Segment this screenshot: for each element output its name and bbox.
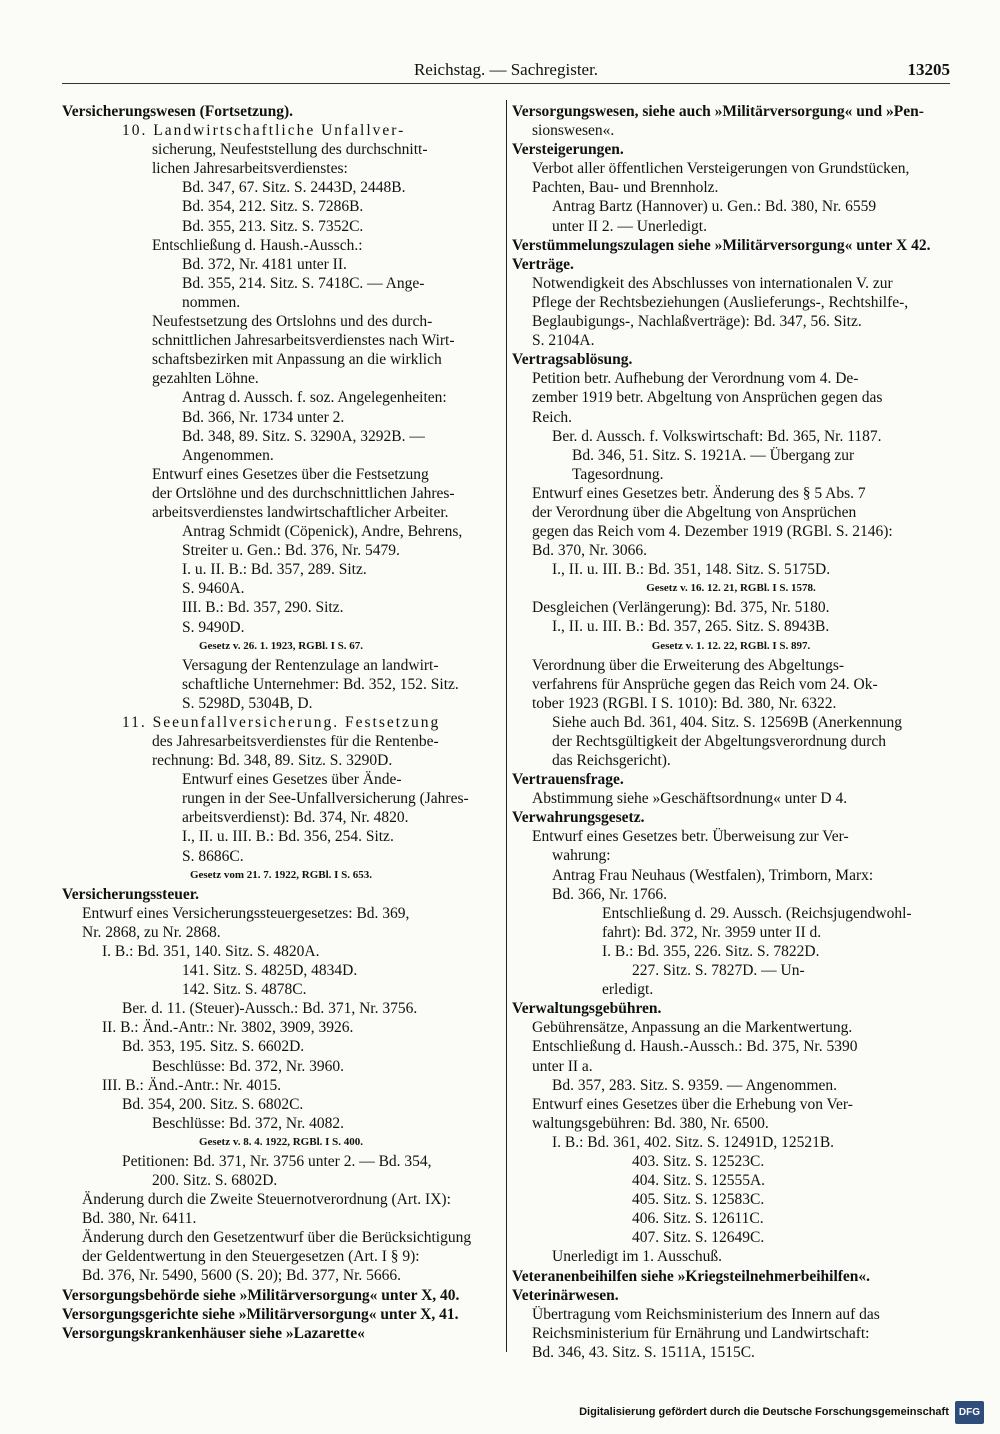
index-heading: Versorgungskrankenhäuser siehe »Lazarette« <box>62 1324 365 1342</box>
index-line: arbeitsverdienstes landwirtschaftlicher Arbeiter. <box>152 503 449 521</box>
index-line: Antrag d. Aussch. f. soz. Angelegenheiten: <box>182 389 447 407</box>
index-line: schaftliche Unternehmer: Bd. 352, 152. Sitz. <box>182 675 459 693</box>
index-line: Nr. 2868, zu Nr. 2868. <box>82 923 221 941</box>
index-line: Bd. 370, Nr. 3066. <box>532 542 647 560</box>
index-line: Bd. 380, Nr. 6411. <box>82 1210 197 1228</box>
index-line: Tagesordnung. <box>572 465 664 483</box>
index-line: I. B.: Bd. 351, 140. Sitz. S. 4820A. <box>102 942 320 960</box>
index-heading: Verstümmelungszulagen siehe »Militärversorgung« unter X 42. <box>512 236 931 254</box>
index-line: 200. Sitz. S. 6802D. <box>152 1171 278 1189</box>
index-line: Beschlüsse: Bd. 372, Nr. 4082. <box>152 1114 345 1132</box>
index-line: Verbot aller öffentlichen Versteigerungen von Grundstücken, <box>532 160 910 178</box>
index-line: I., II. u. III. B.: Bd. 356, 254. Sitz. <box>182 828 394 846</box>
index-heading: Versicherungswesen (Fortsetzung). <box>62 103 294 120</box>
index-line: Neufestsetzung des Ortslohns und des durch- <box>152 313 433 331</box>
index-line: S. 9460A. <box>182 580 245 598</box>
index-line: Beschlüsse: Bd. 372, Nr. 3960. <box>152 1057 345 1075</box>
index-line: Ber. d. 11. (Steuer)-Aussch.: Bd. 371, Nr. 3756. <box>122 1000 418 1018</box>
index-heading: Verwahrungsgesetz. <box>512 809 645 827</box>
index-line: Beglaubigungs-, Nachlaßverträge): Bd. 347, 56. Sitz. <box>532 313 862 331</box>
index-line: Desgleichen (Verlängerung): Bd. 375, Nr. 5180. <box>532 599 830 617</box>
index-line: 227. Sitz. S. 7827D. — Un- <box>632 962 805 980</box>
index-line: Ber. d. Aussch. f. Volkswirtschaft: Bd. 365, Nr. 1187. <box>552 427 882 445</box>
index-line: 142. Sitz. S. 4878C. <box>182 981 307 999</box>
index-heading: Vertragsablösung. <box>512 351 633 369</box>
index-line: Pachten, Bau- und Brennholz. <box>532 179 719 197</box>
credit-text: Digitalisierung gefördert durch die Deutsche Forschungsgemeinschaft <box>579 1405 949 1418</box>
index-line: unter II 2. — Unerledigt. <box>552 217 707 235</box>
page-number: 13205 <box>907 60 950 79</box>
index-line: Abstimmung siehe »Geschäftsordnung« unter D 4. <box>532 790 848 808</box>
index-line: III. B.: Bd. 357, 290. Sitz. <box>182 599 344 617</box>
index-heading: Versorgungsbehörde siehe »Militärversorgung« unter X, 40. <box>62 1286 460 1304</box>
index-line: der Verordnung über die Abgeltung von Ansprüchen <box>532 503 857 521</box>
index-line: 403. Sitz. S. 12523C. <box>632 1152 765 1170</box>
index-line: I. u. II. B.: Bd. 357, 289. Sitz. <box>182 561 367 579</box>
index-line: Notwendigkeit des Abschlusses von internationalen V. zur <box>532 274 893 292</box>
index-heading: Veterinärwesen. <box>512 1286 619 1304</box>
index-line: zember 1919 betr. Abgeltung von Ansprüchen gegen das <box>532 389 883 407</box>
index-line: der Ortslöhne und des durchschnittlichen Jahres- <box>152 484 455 502</box>
index-heading: Versorgungsgerichte siehe »Militärversorgung« unter X, 41. <box>62 1305 459 1323</box>
index-line: Bd. 346, 43. Sitz. S. 1511A, 1515C. <box>532 1343 755 1361</box>
index-line: gegen das Reich vom 4. Dezember 1919 (RGBl. S. 2146): <box>532 523 893 541</box>
index-line: Antrag Schmidt (Cöpenick), Andre, Behrens, <box>182 523 463 541</box>
index-line: Bd. 376, Nr. 5490, 5600 (S. 20); Bd. 377, Nr. 5666. <box>82 1267 402 1285</box>
index-line: unter II a. <box>532 1057 593 1075</box>
index-line: Bd. 354, 212. Sitz. S. 7286B. <box>182 198 364 216</box>
law-citation: Gesetz v. 8. 4. 1922, RGBl. I S. 400. <box>198 1135 364 1148</box>
index-line: sionswesen«. <box>532 122 615 140</box>
index-line: Entwurf eines Gesetzes über Ände- <box>182 771 402 789</box>
index-line: 141. Sitz. S. 4825D, 4834D. <box>182 962 358 980</box>
law-citation: Gesetz v. 1. 12. 22, RGBl. I S. 897. <box>651 639 811 652</box>
index-line: 406. Sitz. S. 12611C. <box>632 1210 764 1228</box>
index-line: Verordnung über die Erweiterung des Abgeltungs- <box>532 656 845 674</box>
index-line: S. 2104A. <box>532 332 595 350</box>
index-line: Bd. 346, 51. Sitz. S. 1921A. — Übergang zur <box>572 446 855 464</box>
index-line: Petition betr. Aufhebung der Verordnung vom 4. De- <box>532 370 859 388</box>
index-line: 407. Sitz. S. 12649C. <box>632 1229 765 1247</box>
law-citation: Gesetz vom 21. 7. 1922, RGBl. I S. 653. <box>189 868 373 881</box>
index-line: Streiter u. Gen.: Bd. 376, Nr. 5479. <box>182 542 400 560</box>
index-line: sicherung, Neufeststellung des durchschnitt- <box>152 141 428 159</box>
index-line: Pflege der Rechtsbeziehungen (Auslieferungs-, Rechtshilfe-, <box>532 293 909 311</box>
index-line: Bd. 355, 213. Sitz. S. 7352C. <box>182 217 364 235</box>
index-line: III. B.: Änd.-Antr.: Nr. 4015. <box>102 1076 282 1094</box>
index-line: Reich. <box>532 408 573 426</box>
index-line: 405. Sitz. S. 12583C. <box>632 1191 765 1209</box>
index-heading: Vertrauensfrage. <box>512 771 624 789</box>
index-line: 10. Landwirtschaftliche Unfallver- <box>122 122 406 140</box>
index-heading: Versteigerungen. <box>512 141 624 159</box>
index-line: Bd. 366, Nr. 1766. <box>552 885 667 903</box>
index-line: Entschließung d. Haush.-Aussch.: Bd. 375, Nr. 5390 <box>532 1038 858 1056</box>
index-line: der Geldentwertung in den Steuergesetzen (Art. I § 9): <box>82 1248 420 1266</box>
index-line: Bd. 357, 283. Sitz. S. 9359. — Angenommen. <box>552 1076 838 1094</box>
index-line: waltungsgebühren: Bd. 380, Nr. 6500. <box>532 1114 769 1132</box>
index-line: verfahrens für Ansprüche gegen das Reich vom 24. Ok- <box>532 675 878 693</box>
index-line: I., II. u. III. B.: Bd. 351, 148. Sitz. S. 5175D. <box>552 561 831 579</box>
index-line: Antrag Bartz (Hannover) u. Gen.: Bd. 380, Nr. 6559 <box>552 198 877 216</box>
index-line: I., II. u. III. B.: Bd. 357, 265. Sitz. S. 8943B. <box>552 618 830 636</box>
law-citation: Gesetz v. 26. 1. 1923, RGBl. I S. 67. <box>198 639 364 652</box>
left-column <box>62 102 500 1343</box>
index-line: II. B.: Änd.-Antr.: Nr. 3802, 3909, 3926. <box>102 1019 354 1037</box>
header-rule <box>62 83 950 84</box>
index-line: Entwurf eines Gesetzes über die Festsetzung <box>152 465 429 483</box>
index-line: Entschließung d. Haush.-Aussch.: <box>152 236 363 254</box>
index-line: Petitionen: Bd. 371, Nr. 3756 unter 2. — Bd. 354, <box>122 1152 432 1170</box>
index-line: rechnung: Bd. 348, 89. Sitz. S. 3290D. <box>152 752 393 770</box>
index-line: Entschließung d. 29. Aussch. (Reichsjugendwohl- <box>602 904 912 922</box>
index-line: gezahlten Löhne. <box>152 370 259 388</box>
index-line: Bd. 348, 89. Sitz. S. 3290A, 3292B. — <box>182 427 425 445</box>
index-line: S. 5298D, 5304B, D. <box>182 694 313 712</box>
index-line: Siehe auch Bd. 361, 404. Sitz. S. 12569B (Anerkennung <box>552 713 903 731</box>
index-line: Antrag Frau Neuhaus (Westfalen), Trimborn, Marx: <box>552 866 874 884</box>
index-line: Angenommen. <box>182 446 274 464</box>
index-line: des Jahresarbeitsverdienstes für die Rentenbe- <box>152 733 439 750</box>
footer-credit <box>579 1401 984 1424</box>
index-line: lichen Jahresarbeitsverdienstes: <box>152 160 348 178</box>
index-line: S. 9490D. <box>182 618 245 636</box>
index-heading: Versorgungswesen, siehe auch »Militärversorgung« und »Pen- <box>512 103 924 120</box>
index-line: Reichsministerium für Ernährung und Landwirtschaft: <box>532 1324 870 1342</box>
index-line: Entwurf eines Gesetzes betr. Änderung des § 5 Abs. 7 <box>532 484 866 502</box>
index-line: Bd. 372, Nr. 4181 unter II. <box>182 255 347 273</box>
index-line: schnittlichen Jahresarbeitsverdienstes nach Wirt- <box>152 332 455 350</box>
index-line: rungen in der See-Unfallversicherung (Jahres- <box>182 790 469 808</box>
index-line: fahrt): Bd. 372, Nr. 3959 unter II d. <box>602 923 822 941</box>
index-heading: Verträge. <box>512 255 574 273</box>
index-line: 404. Sitz. S. 12555A. <box>632 1172 766 1190</box>
index-line: tober 1923 (RGBl. I S. 1010): Bd. 380, Nr. 6322. <box>532 694 837 712</box>
header-title: Reichstag. — Sachregister. <box>413 60 599 79</box>
index-line: erledigt. <box>602 981 654 999</box>
index-heading: Versicherungssteuer. <box>62 885 200 903</box>
index-line: Bd. 355, 214. Sitz. S. 7418C. — Ange- <box>182 274 425 292</box>
index-line: I. B.: Bd. 355, 226. Sitz. S. 7822D. <box>602 942 820 960</box>
index-line: S. 8686C. <box>182 847 244 865</box>
law-citation: Gesetz v. 16. 12. 21, RGBl. I S. 1578. <box>646 582 816 595</box>
page-header <box>62 60 950 84</box>
index-line: der Rechtsgültigkeit der Abgeltungsverordnung durch <box>552 732 887 750</box>
index-line: Entwurf eines Gesetzes über die Erhebung von Ver- <box>532 1095 853 1113</box>
index-line: 11. Seeunfallversicherung. Festsetzung <box>122 713 441 731</box>
index-line: Gebührensätze, Anpassung an die Markentwertung. <box>532 1019 853 1037</box>
index-line: Übertragung vom Reichsministerium des Innern auf das <box>532 1305 880 1323</box>
right-column <box>512 102 950 1362</box>
index-line: Bd. 347, 67. Sitz. S. 2443D, 2448B. <box>182 179 406 197</box>
index-line: I. B.: Bd. 361, 402. Sitz. S. 12491D, 12521B. <box>552 1133 835 1151</box>
index-line: schaftsbezirken mit Anpassung an die wirklich <box>152 351 442 369</box>
index-line: Änderung durch die Zweite Steuernotverordnung (Art. IX): <box>82 1191 451 1209</box>
dfg-logo: DFG <box>955 1401 984 1424</box>
index-line: Unerledigt im 1. Ausschuß. <box>552 1248 723 1266</box>
index-line: nommen. <box>182 293 241 311</box>
index-line: das Reichsgericht). <box>552 752 671 769</box>
index-line: Entwurf eines Versicherungssteuergesetzes: Bd. 369, <box>82 904 410 922</box>
index-line: Änderung durch den Gesetzentwurf über die Berücksichtigung <box>82 1229 472 1247</box>
index-line: Bd. 353, 195. Sitz. S. 6602D. <box>122 1038 305 1056</box>
index-line: wahrung: <box>552 847 611 865</box>
index-line: Versagung der Rentenzulage an landwirt- <box>182 656 439 674</box>
index-heading: Verwaltungsgebühren. <box>512 1000 662 1018</box>
index-heading: Veteranenbeihilfen siehe »Kriegsteilnehmerbeihilfen«. <box>512 1267 871 1285</box>
index-line: Entwurf eines Gesetzes betr. Überweisung zur Ver- <box>532 828 849 846</box>
column-divider <box>506 100 507 1352</box>
index-line: Bd. 366, Nr. 1734 unter 2. <box>182 408 345 426</box>
index-line: arbeitsverdienst): Bd. 374, Nr. 4820. <box>182 809 409 827</box>
index-line: Bd. 354, 200. Sitz. S. 6802C. <box>122 1095 304 1113</box>
